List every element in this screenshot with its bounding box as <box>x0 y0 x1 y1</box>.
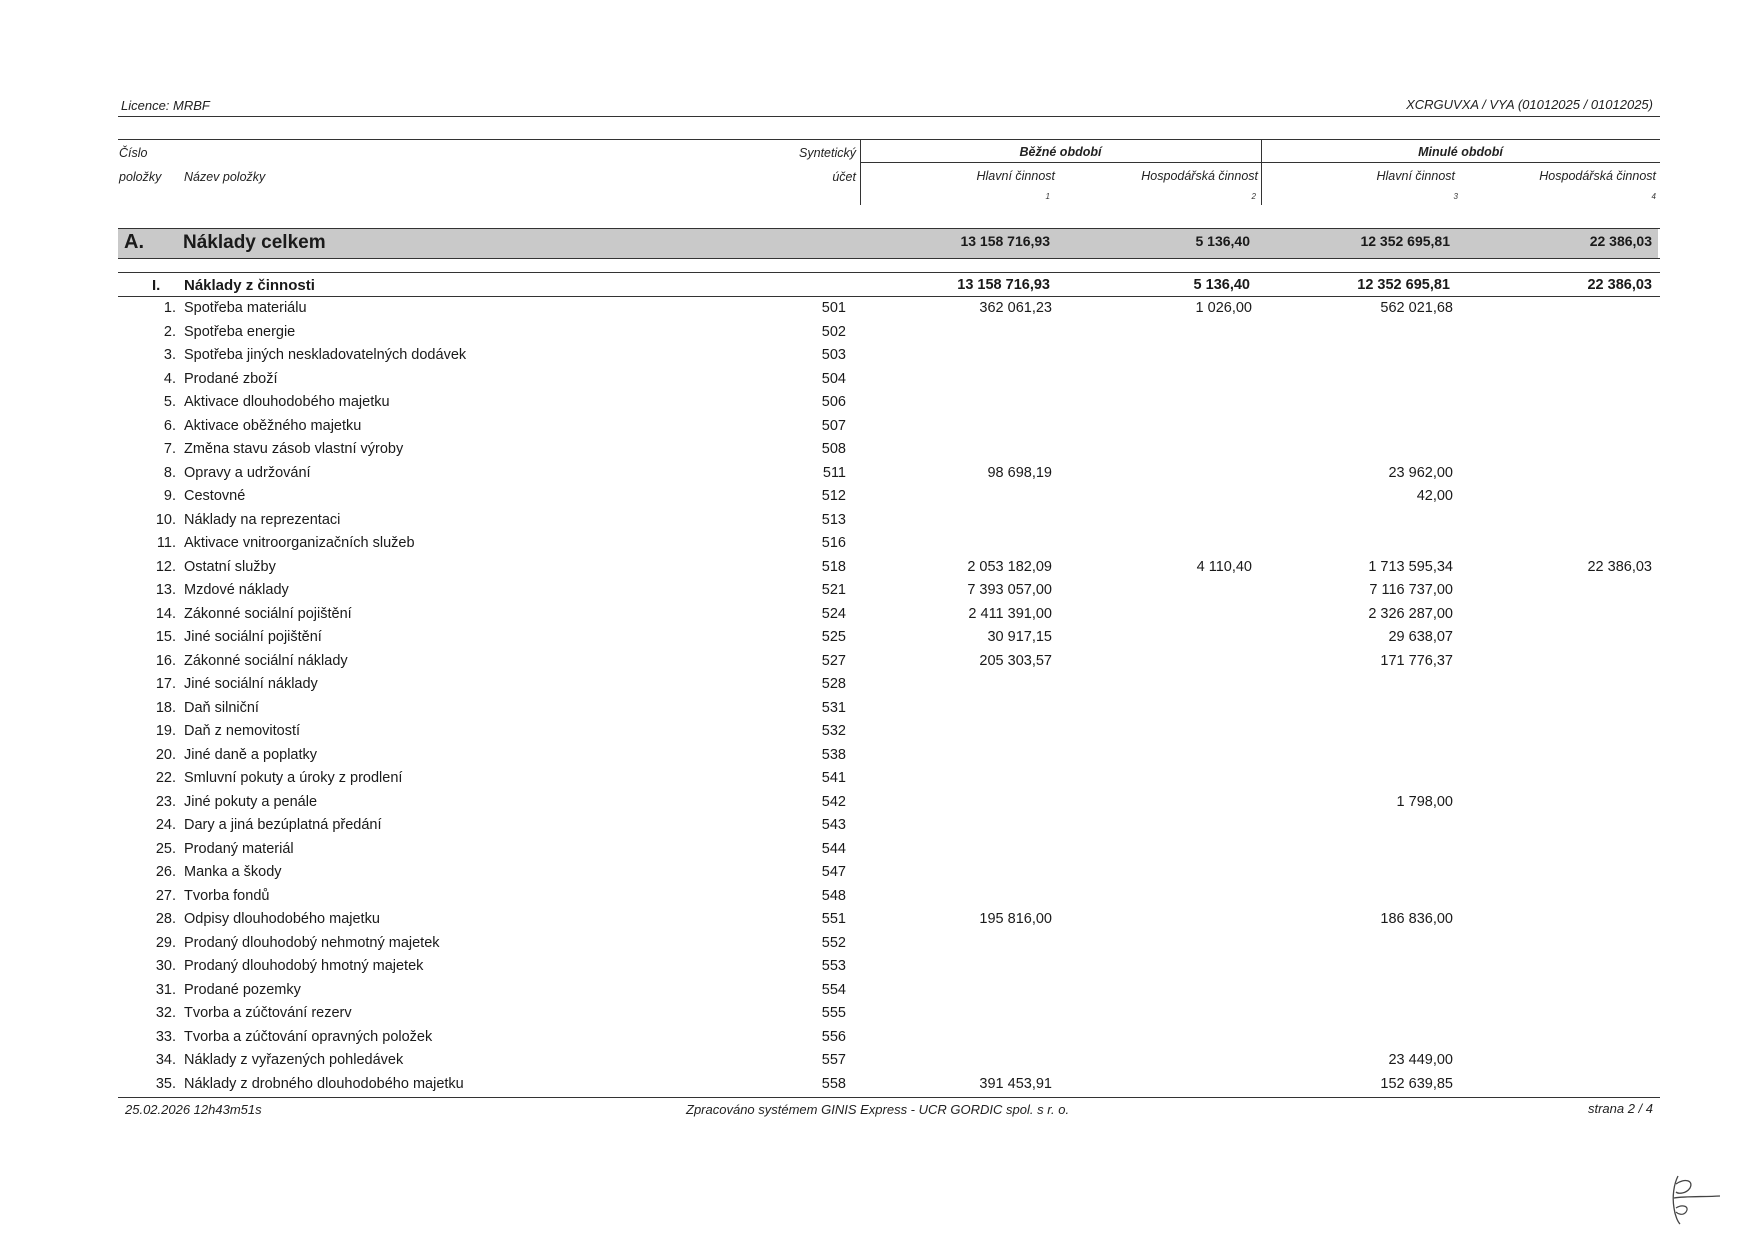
item-account: 527 <box>821 652 846 669</box>
colhead-econ-2: Hospodářská činnost <box>1539 169 1656 183</box>
item-number: 8. <box>163 464 176 481</box>
item-number: 19. <box>155 723 176 739</box>
item-previous-main: 1 713 595,34 <box>1368 558 1453 575</box>
item-current-main: 2 411 391,00 <box>968 605 1052 622</box>
item-name: Aktivace oběžného majetku <box>184 417 362 434</box>
table-row <box>0 770 1740 793</box>
total-a-v2: 5 136,40 <box>1195 233 1250 249</box>
item-account: 501 <box>821 300 846 316</box>
total-i-label: Náklady z činnosti <box>184 277 315 294</box>
item-account: 543 <box>821 817 846 833</box>
table-row <box>0 535 1740 558</box>
item-current-main: 195 816,00 <box>979 911 1052 927</box>
table-row <box>0 606 1740 629</box>
item-account: 516 <box>821 535 846 551</box>
item-number: 12. <box>155 558 176 575</box>
table-row <box>0 394 1740 417</box>
item-number: 33. <box>155 1028 176 1045</box>
total-i-top-rule <box>118 272 1660 273</box>
table-row <box>0 676 1740 699</box>
item-account: 555 <box>821 1005 846 1021</box>
item-name: Odpisy dlouhodobého majetku <box>184 911 380 927</box>
item-current-econ: 4 110,40 <box>1196 558 1252 575</box>
item-name: Aktivace dlouhodobého majetku <box>184 394 390 410</box>
item-name: Spotřeba materiálu <box>184 300 307 316</box>
item-previous-main: 171 776,37 <box>1380 652 1453 669</box>
report-code: XCRGUVXA / VYA (01012025 / 01012025) <box>1406 97 1653 112</box>
item-name: Zákonné sociální náklady <box>184 652 348 669</box>
item-number: 24. <box>155 817 176 833</box>
item-name: Tvorba fondů <box>184 887 270 904</box>
item-current-main: 205 303,57 <box>979 652 1052 669</box>
item-account: 548 <box>821 887 846 904</box>
item-name: Spotřeba jiných neskladovatelných dodávek <box>184 347 467 363</box>
item-current-main: 7 393 057,00 <box>967 582 1052 598</box>
item-number: 32. <box>155 1005 176 1021</box>
table-row <box>0 653 1740 676</box>
total-a-v3: 12 352 695,81 <box>1360 233 1450 249</box>
colhead-num-1: 1 <box>1045 192 1050 201</box>
item-name: Manka a škody <box>184 864 282 880</box>
item-previous-econ: 22 386,03 <box>1587 558 1652 575</box>
item-previous-main: 1 798,00 <box>1396 793 1453 810</box>
item-name: Prodaný materiál <box>184 840 294 857</box>
item-name: Opravy a udržování <box>184 464 311 481</box>
total-a-letter: A. <box>124 231 144 253</box>
item-number: 1. <box>163 300 176 316</box>
item-number: 23. <box>155 793 176 810</box>
table-row <box>0 1005 1740 1028</box>
item-number: 11. <box>156 535 176 551</box>
item-name: Tvorba a zúčtování opravných položek <box>184 1028 433 1045</box>
table-row <box>0 700 1740 723</box>
header-divider <box>118 116 1660 117</box>
colhead-top-rule <box>118 139 1660 140</box>
total-a-v4: 22 386,03 <box>1589 233 1652 249</box>
total-a-bottom-rule <box>118 258 1660 259</box>
item-account: 528 <box>821 676 846 692</box>
item-name: Náklady z vyřazených pohledávek <box>184 1052 404 1068</box>
table-row <box>0 512 1740 535</box>
item-account: 538 <box>821 746 846 763</box>
item-name: Prodaný dlouhodobý hmotný majetek <box>184 958 424 974</box>
item-account: 504 <box>821 370 846 387</box>
item-account: 554 <box>821 981 846 998</box>
item-account: 502 <box>821 323 846 340</box>
total-i-v2: 5 136,40 <box>1193 277 1250 293</box>
item-name: Smluvní pokuty a úroky z prodlení <box>184 770 403 786</box>
colhead-num-2: 2 <box>1251 192 1256 201</box>
item-name: Jiné sociální pojištění <box>184 629 322 645</box>
item-previous-main: 42,00 <box>1416 488 1453 504</box>
table-row <box>0 324 1740 347</box>
table-row <box>0 935 1740 958</box>
item-account: 513 <box>821 511 846 528</box>
item-number: 10. <box>155 511 176 528</box>
item-account: 507 <box>821 417 846 434</box>
item-current-main: 98 698,19 <box>987 464 1052 481</box>
table-row <box>0 841 1740 864</box>
item-number: 5. <box>163 394 176 410</box>
colhead-current-period: Běžné období <box>1019 145 1102 159</box>
item-name: Ostatní služby <box>184 558 276 575</box>
total-i-bottom-rule <box>118 296 1660 297</box>
item-name: Jiné pokuty a penále <box>184 793 318 810</box>
item-number: 4. <box>163 370 176 387</box>
item-name: Náklady na reprezentaci <box>184 511 341 528</box>
item-account: 553 <box>821 958 846 974</box>
table-row <box>0 1029 1740 1052</box>
table-row <box>0 1052 1740 1075</box>
colhead-econ-1: Hospodářská činnost <box>1141 169 1258 183</box>
colhead-item-no-2: položky <box>119 170 162 184</box>
table-row <box>0 371 1740 394</box>
table-row <box>0 723 1740 746</box>
item-number: 22. <box>155 770 176 786</box>
item-name: Aktivace vnitroorganizačních služeb <box>184 535 415 551</box>
item-account: 521 <box>821 582 846 598</box>
item-account: 532 <box>821 723 846 739</box>
item-number: 2. <box>163 323 176 340</box>
item-previous-main: 2 326 287,00 <box>1368 605 1453 622</box>
table-row <box>0 488 1740 511</box>
table-row <box>0 629 1740 652</box>
item-name: Změna stavu zásob vlastní výroby <box>184 441 404 457</box>
table-row <box>0 864 1740 887</box>
item-name: Spotřeba energie <box>184 323 296 340</box>
table-row <box>0 794 1740 817</box>
table-row <box>0 465 1740 488</box>
item-current-main: 391 453,91 <box>979 1075 1052 1092</box>
item-number: 6. <box>163 417 176 434</box>
item-current-main: 30 917,15 <box>987 629 1052 645</box>
total-i-letter: I. <box>152 277 161 294</box>
item-account: 551 <box>821 911 846 927</box>
colhead-synthetic-2: účet <box>832 170 856 184</box>
table-row <box>0 958 1740 981</box>
item-name: Tvorba a zúčtování rezerv <box>184 1005 352 1021</box>
table-row <box>0 911 1740 934</box>
item-account: 518 <box>821 558 846 575</box>
item-name: Daň silniční <box>184 699 259 716</box>
item-name: Cestovné <box>184 488 246 504</box>
table-row <box>0 582 1740 605</box>
table-row <box>0 888 1740 911</box>
item-account: 542 <box>821 793 846 810</box>
item-number: 26. <box>155 864 176 880</box>
total-a-label: Náklady celkem <box>183 232 326 253</box>
item-number: 25. <box>155 840 176 857</box>
item-account: 547 <box>821 864 846 880</box>
item-name: Zákonné sociální pojištění <box>184 605 352 622</box>
item-account: 503 <box>821 347 846 363</box>
item-previous-main: 186 836,00 <box>1380 911 1453 927</box>
total-i-v1: 13 158 716,93 <box>957 277 1050 293</box>
item-current-main: 362 061,23 <box>979 300 1052 316</box>
item-name: Prodané pozemky <box>184 981 301 998</box>
item-name: Jiné sociální náklady <box>184 676 318 692</box>
colhead-main-1: Hlavní činnost <box>976 169 1055 183</box>
item-number: 20. <box>155 746 176 763</box>
table-row <box>0 418 1740 441</box>
item-account: 508 <box>821 441 846 457</box>
colhead-num-4: 4 <box>1651 192 1656 201</box>
item-number: 14. <box>155 605 176 622</box>
license-label: Licence: MRBF <box>121 98 210 113</box>
footer-system: Zpracováno systémem GINIS Express - UCR GORDIC spol. s r. o. <box>686 1102 1070 1117</box>
item-name: Daň z nemovitostí <box>184 723 301 739</box>
item-number: 3. <box>163 347 176 363</box>
item-number: 35. <box>155 1075 176 1092</box>
item-account: 512 <box>821 488 846 504</box>
item-account: 556 <box>821 1028 846 1045</box>
table-row <box>0 982 1740 1005</box>
footer-page: strana 2 / 4 <box>1587 1101 1653 1116</box>
total-a-top-rule <box>118 228 1660 229</box>
table-row <box>0 347 1740 370</box>
table-row <box>0 817 1740 840</box>
total-i-v3: 12 352 695,81 <box>1357 277 1450 293</box>
item-current-main: 2 053 182,09 <box>967 558 1052 575</box>
item-number: 31. <box>155 981 176 998</box>
table-row <box>0 559 1740 582</box>
table-row <box>0 441 1740 464</box>
item-account: 506 <box>821 394 846 410</box>
colhead-synthetic-1: Syntetický <box>799 146 856 160</box>
item-name: Dary a jiná bezúplatná předání <box>184 817 382 833</box>
footer-datetime: 25.02.2026 12h43m51s <box>125 1102 262 1117</box>
item-previous-main: 7 116 737,00 <box>1369 582 1453 598</box>
footer-divider <box>118 1097 1660 1098</box>
item-number: 29. <box>155 934 176 951</box>
item-account: 524 <box>821 605 846 622</box>
item-name: Mzdové náklady <box>184 582 289 598</box>
item-number: 15. <box>155 629 176 645</box>
item-name: Jiné daně a poplatky <box>184 746 318 763</box>
colhead-item-name: Název položky <box>184 170 266 184</box>
item-name: Náklady z drobného dlouhodobého majetku <box>184 1075 464 1092</box>
item-number: 30. <box>155 958 176 974</box>
colhead-previous-period: Minulé období <box>1418 145 1503 159</box>
item-number: 7. <box>163 441 176 457</box>
item-current-econ: 1 026,00 <box>1195 300 1252 316</box>
table-row <box>0 1076 1740 1099</box>
item-account: 544 <box>821 840 846 857</box>
colhead-main-2: Hlavní činnost <box>1376 169 1455 183</box>
item-number: 28. <box>155 911 176 927</box>
item-account: 557 <box>821 1052 846 1068</box>
total-i-v4: 22 386,03 <box>1587 277 1652 293</box>
item-account: 558 <box>821 1075 846 1092</box>
item-previous-main: 29 638,07 <box>1388 629 1453 645</box>
total-a-v1: 13 158 716,93 <box>960 233 1050 249</box>
item-previous-main: 152 639,85 <box>1380 1075 1453 1092</box>
item-number: 9. <box>163 488 176 504</box>
item-previous-main: 23 449,00 <box>1388 1052 1453 1068</box>
item-account: 525 <box>821 629 846 645</box>
item-number: 34. <box>155 1052 176 1068</box>
item-number: 27. <box>155 887 176 904</box>
signature-icon <box>1664 1170 1724 1235</box>
item-name: Prodaný dlouhodobý nehmotný majetek <box>184 934 440 951</box>
item-account: 511 <box>822 464 846 481</box>
colhead-num-3: 3 <box>1453 192 1458 201</box>
item-number: 17. <box>155 676 176 692</box>
item-account: 531 <box>821 699 846 716</box>
item-number: 13. <box>155 582 176 598</box>
item-previous-main: 562 021,68 <box>1380 300 1453 316</box>
table-row <box>0 747 1740 770</box>
item-number: 18. <box>155 699 176 716</box>
item-account: 552 <box>821 934 846 951</box>
colhead-mid-rule <box>860 162 1660 163</box>
table-row <box>0 300 1740 323</box>
colhead-item-no-1: Číslo <box>119 146 148 160</box>
item-previous-main: 23 962,00 <box>1388 464 1453 481</box>
item-name: Prodané zboží <box>184 370 278 387</box>
item-account: 541 <box>821 770 846 786</box>
item-number: 16. <box>155 652 176 669</box>
